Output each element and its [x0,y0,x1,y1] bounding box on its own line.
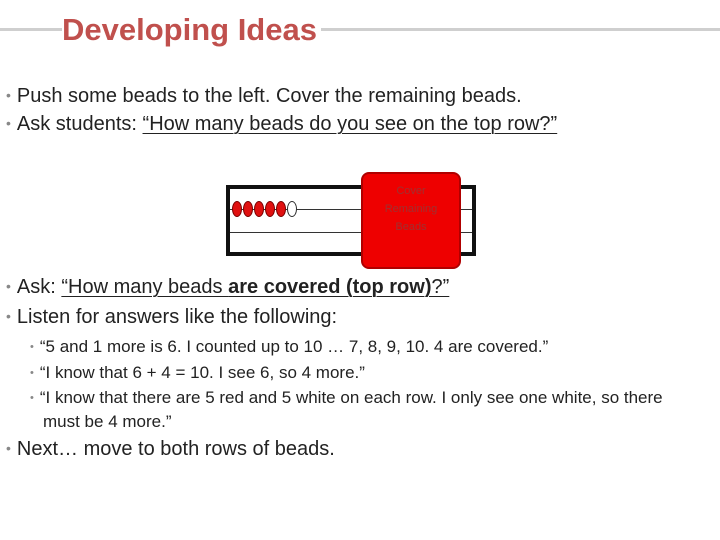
bullet-5-text: Next… move to both rows of beads. [16,438,335,460]
cover-box [361,172,461,269]
bullet-2-prefix: Ask students: [16,113,143,135]
sub-bullet-3 [30,387,683,432]
bullet-3-quote [61,276,449,298]
white-bead [287,201,297,217]
red-bead [265,201,275,217]
sub-bullet-1-text: “5 and 1 more is 6. I counted up to 10 … 7, 8, 9, 10. 4 are covered.” [39,337,549,356]
bullet-2-quote: “How many beads do you see on the top row?” [142,113,558,135]
cover-label-line1: Cover [396,185,426,197]
bullet-3-quote-bold: are covered (top row) [228,276,432,298]
red-bead [243,201,253,217]
slide-title: Developing Ideas [62,14,321,45]
bullet-1-text: Push some beads to the left. Cover the remaining beads. [16,85,522,107]
bullet-3-prefix: Ask: [16,276,62,298]
sub-bullet-3-text: “I know that there are 5 red and 5 white on each row. I only see one white, so there must be 4 more.” [39,388,663,431]
bullet-dot-icon: • [6,278,11,294]
sub-bullet-dot-icon: • [30,392,34,404]
bullet-3-quote-b: ?” [431,276,450,298]
bullet-dot-icon: • [6,440,11,456]
sub-bullet-2 [30,362,365,386]
sub-bullet-dot-icon: • [30,341,34,353]
sub-bullet-dot-icon: • [30,367,34,379]
red-bead [232,201,242,217]
bullet-5 [6,437,335,462]
red-bead [276,201,286,217]
cover-label-line3: Beads [395,221,427,233]
sub-bullet-2-text: “I know that 6 + 4 = 10. I see 6, so 4 more.” [39,363,365,382]
bullet-4 [6,305,337,330]
red-bead [254,201,264,217]
title-bar [0,0,720,47]
bullet-dot-icon: • [6,308,11,324]
bullet-dot-icon: • [6,115,11,131]
cover-label-line2: Remaining [384,203,438,215]
bullet-4-text: Listen for answers like the following: [16,306,338,328]
bullet-3 [6,275,449,300]
bullet-3-quote-a: “How many beads [61,276,229,298]
bullet-dot-icon: • [6,87,11,103]
sub-bullet-1 [30,336,548,360]
bullet-2 [6,112,557,137]
bullet-1 [6,84,522,109]
